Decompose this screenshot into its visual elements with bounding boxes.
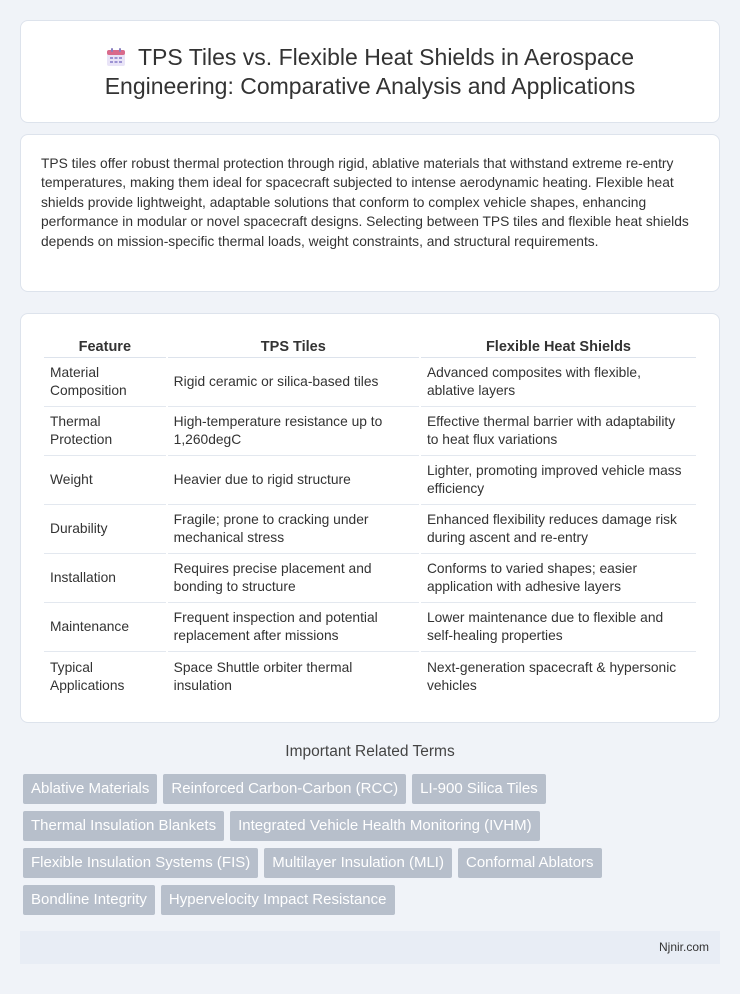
table-row (44, 358, 696, 407)
flexible-shields-cell: Lighter, promoting improved vehicle mass efficiency (421, 456, 696, 505)
feature-cell: Material Composition (44, 358, 166, 407)
term-tag[interactable]: Integrated Vehicle Health Monitoring (IVHM) (230, 811, 539, 841)
term-row (23, 811, 723, 841)
table-header-row (44, 332, 696, 358)
term-tag[interactable]: Conformal Ablators (458, 848, 602, 878)
tps-tiles-cell: Space Shuttle orbiter thermal insulation (173, 659, 353, 693)
term-tag[interactable]: Reinforced Carbon-Carbon (RCC) (163, 774, 406, 804)
term-tag[interactable]: Thermal Insulation Blankets (23, 811, 224, 841)
term-row (23, 885, 723, 915)
feature-cell: Thermal Protection (44, 407, 166, 456)
flexible-shields-cell: Enhanced flexibility reduces damage risk during ascent and re-entry (421, 505, 696, 554)
feature-cell: Installation (44, 554, 166, 603)
term-tag[interactable]: Bondline Integrity (23, 885, 155, 915)
tps-tiles-cell: Frequent inspection and potential replacement after missions (168, 603, 419, 652)
term-row (23, 774, 723, 804)
related-terms-list (23, 774, 723, 922)
tps-tiles-cell: Heavier due to rigid structure (168, 456, 419, 505)
term-tag[interactable]: Hypervelocity Impact Resistance (161, 885, 395, 915)
flexible-shields-cell: Lower maintenance due to flexible and self-healing properties (421, 603, 696, 652)
table-row (44, 603, 696, 652)
footer-brand-link[interactable]: Njnir.com (658, 940, 709, 954)
header-feature: Feature (44, 332, 166, 358)
intro-card (20, 134, 720, 292)
tps-tiles-cell: Fragile; prone to cracking under mechanical stress (168, 505, 419, 554)
comparison-table (42, 332, 698, 701)
flexible-shields-cell: Conforms to varied shapes; easier application with adhesive layers (421, 554, 696, 603)
term-tag[interactable]: Flexible Insulation Systems (FIS) (23, 848, 258, 878)
table-row (44, 652, 696, 701)
calendar-icon (106, 47, 126, 67)
page-title-text: TPS Tiles vs. Flexible Heat Shields in Aerospace Engineering: Comparative Analysis and Applications (104, 44, 636, 99)
tps-tiles-cell: High-temperature resistance up to 1,260degC (168, 407, 419, 456)
header-tps-tiles: TPS Tiles (168, 332, 419, 358)
table-row (44, 505, 696, 554)
feature-cell: Typical Applications (50, 659, 125, 693)
term-tag[interactable]: LI-900 Silica Tiles (412, 774, 546, 804)
header-flexible-heat-shields: Flexible Heat Shields (421, 332, 696, 358)
tps-tiles-cell: Requires precise placement and bonding to structure (168, 554, 419, 603)
term-tag[interactable]: Ablative Materials (23, 774, 157, 804)
table-row (44, 456, 696, 505)
related-terms-heading: Important Related Terms (285, 743, 455, 760)
flexible-shields-cell: Next-generation spacecraft & hypersonic vehicles (426, 659, 677, 693)
term-row (23, 848, 723, 878)
flexible-shields-cell: Effective thermal barrier with adaptability to heat flux variations (421, 407, 696, 456)
tps-tiles-cell: Rigid ceramic or silica-based tiles (168, 358, 419, 407)
footer (20, 931, 720, 964)
table-row (44, 407, 696, 456)
page-title (51, 43, 689, 101)
feature-cell: Durability (44, 505, 166, 554)
flexible-shields-cell: Advanced composites with flexible, ablative layers (421, 358, 696, 407)
feature-cell: Maintenance (44, 603, 166, 652)
table-row (44, 554, 696, 603)
intro-paragraph: TPS tiles offer robust thermal protection through rigid, ablative materials that withstand extreme re-entry temperatures, making them ideal for spacecraft subjected to intense aerodynamic heating. Flexible heat shields provide lightweight, adaptable solutions that conform to complex vehicle shapes, enhancing performance in modular or novel spacecraft designs. Selecting between TPS tiles and flexible heat shields depends on mission-specific thermal loads, weight constraints, and structural requirements. (41, 156, 689, 249)
term-tag[interactable]: Multilayer Insulation (MLI) (264, 848, 452, 878)
comparison-table-card (20, 313, 720, 723)
title-card (20, 20, 720, 123)
feature-cell: Weight (44, 456, 166, 505)
